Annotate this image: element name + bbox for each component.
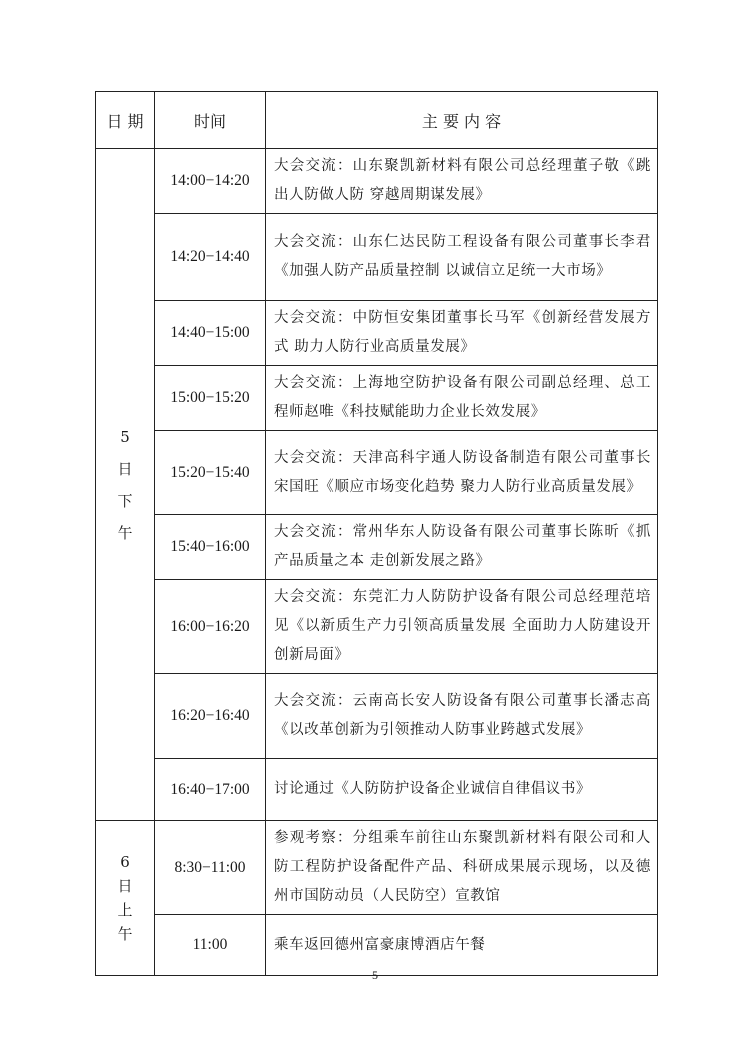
content-cell: 大会交流：云南高长安人防设备有限公司董事长潘志高《以改革创新为引领推动人防事业跨越式发展》 <box>266 674 658 759</box>
time-cell: 15:00−15:20 <box>155 366 266 431</box>
time-cell: 11:00 <box>155 915 266 976</box>
time-cell: 15:20−15:40 <box>155 431 266 515</box>
table-row <box>96 674 658 759</box>
content-cell: 参观考察：分组乘车前往山东聚凯新材料有限公司和人防工程防护设备配件产品、科研成果展示现场，以及德州市国防动员（人民防空）宣教馆 <box>266 821 658 915</box>
page-number: 5 <box>372 968 378 982</box>
content-cell: 大会交流：东莞汇力人防防护设备有限公司总经理范培见《以新质生产力引领高质量发展 全面助力人防建设开创新局面》 <box>266 580 658 674</box>
table-row <box>96 366 658 431</box>
table-row <box>96 580 658 674</box>
table-row <box>96 821 658 915</box>
header-row <box>96 92 658 149</box>
time-cell: 14:40−15:00 <box>155 301 266 366</box>
date-cell-5-afternoon: 5 日 下 午 <box>96 149 155 821</box>
time-cell: 14:20−14:40 <box>155 214 266 301</box>
table-row <box>96 149 658 214</box>
content-cell: 大会交流：山东聚凯新材料有限公司总经理董子敬《跳出人防做人防 穿越周期谋发展》 <box>266 149 658 214</box>
table-row <box>96 431 658 515</box>
content-cell: 大会交流：天津高科宇通人防设备制造有限公司董事长宋国旺《顺应市场变化趋势 聚力人防行业高质量发展》 <box>266 431 658 515</box>
header-content: 主 要 内 容 <box>266 92 658 149</box>
header-time: 时间 <box>155 92 266 149</box>
time-cell: 16:00−16:20 <box>155 580 266 674</box>
content-cell: 大会交流：山东仁达民防工程设备有限公司董事长李君《加强人防产品质量控制 以诚信立足统一大市场》 <box>266 214 658 301</box>
time-cell: 8:30−11:00 <box>155 821 266 915</box>
table-row <box>96 214 658 301</box>
table-row <box>96 759 658 821</box>
content-cell: 大会交流：上海地空防护设备有限公司副总经理、总工程师赵唯《科技赋能助力企业长效发展》 <box>266 366 658 431</box>
time-cell: 16:20−16:40 <box>155 674 266 759</box>
content-cell: 讨论通过《人防防护设备企业诚信自律倡议书》 <box>266 759 658 821</box>
time-cell: 14:00−14:20 <box>155 149 266 214</box>
content-cell: 大会交流：常州华东人防设备有限公司董事长陈昕《抓产品质量之本 走创新发展之路》 <box>266 515 658 580</box>
table-row <box>96 301 658 366</box>
date-cell-6-morning: 6 日 上 午 <box>96 821 155 976</box>
table-row <box>96 915 658 976</box>
time-cell: 15:40−16:00 <box>155 515 266 580</box>
header-date: 日 期 <box>96 92 155 149</box>
content-cell: 乘车返回德州富豪康博酒店午餐 <box>266 915 658 976</box>
time-cell: 16:40−17:00 <box>155 759 266 821</box>
content-cell: 大会交流：中防恒安集团董事长马军《创新经营发展方式 助力人防行业高质量发展》 <box>266 301 658 366</box>
schedule-table <box>95 91 658 976</box>
table-row <box>96 515 658 580</box>
